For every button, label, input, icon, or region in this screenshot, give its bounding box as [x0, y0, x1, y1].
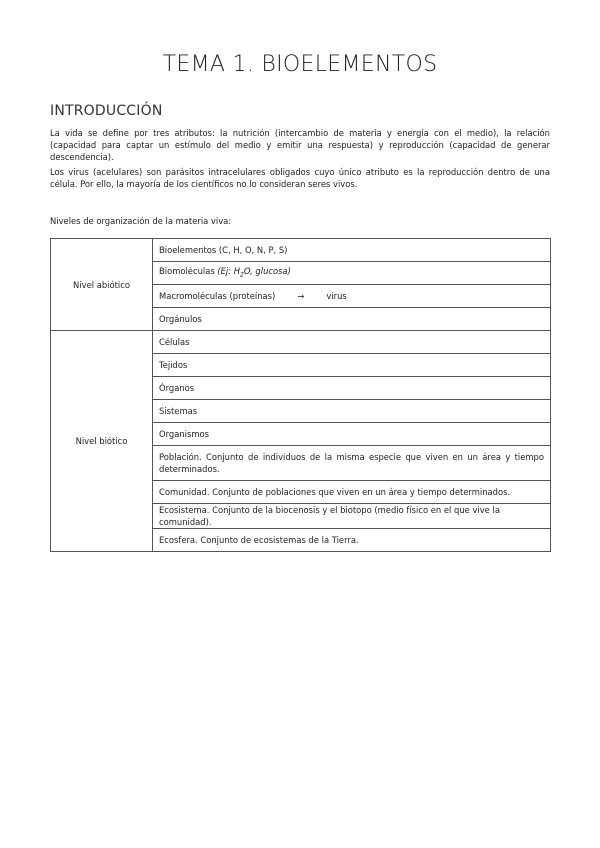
- item-bioelementos: Bioelementos (C, H, O, N, P, S): [153, 239, 551, 262]
- item-comunidad: Comunidad. Conjunto de poblaciones que viven en un área y tiempo determinados.: [153, 481, 551, 504]
- item-tejidos: Tejidos: [153, 354, 551, 377]
- section-heading-introduccion: INTRODUCCIÓN: [50, 103, 163, 119]
- level-biotic-cell: Nivel biótico: [51, 331, 153, 552]
- item-sistemas: Sistemas: [153, 400, 551, 423]
- item-organulos: Orgánulos: [153, 308, 551, 331]
- levels-caption: Niveles de organización de la materia viva:: [50, 216, 232, 226]
- item-organos: Órganos: [153, 377, 551, 400]
- item-biomoleculas: [153, 262, 551, 285]
- item-poblacion: Población. Conjunto de individuos de la misma especie que viven en un área y tiempo determinados.: [153, 446, 551, 481]
- table-row: [51, 331, 551, 354]
- biomoleculas-label: Biomoléculas: [159, 265, 218, 276]
- right-arrow-icon: →: [297, 291, 305, 301]
- organization-levels-table: [50, 238, 551, 552]
- virus-label: virus: [326, 291, 347, 301]
- item-macromoleculas: [153, 285, 551, 308]
- item-organismos: Organismos: [153, 423, 551, 446]
- intro-paragraph-virus: Los virus (acelulares) son parásitos intracelulares obligados cuyo único atributo es la reproducción dentro de una célula. Por ello, la mayoría de los científicos no lo consideran seres vivos.: [50, 167, 550, 189]
- macromoleculas-label: Macromoléculas (proteínas): [159, 291, 276, 301]
- item-celulas: Células: [153, 331, 551, 354]
- item-ecosistema: Ecosistema. Conjunto de la biocenosis y el biotopo (medio físico en el que vive la comunidad).: [153, 504, 551, 529]
- table-row: [51, 239, 551, 262]
- biomoleculas-example: (Ej: $H_2O$, glucosa): [217, 265, 291, 279]
- intro-paragraph-attributes: La vida se define por tres atributos: la nutrición (intercambio de materia y energía con el medio), la relación (capacidad para captar un estímulo del medio y emitir una respuesta) y reproducción (capacidad de generar descendencia).: [50, 128, 550, 162]
- level-abiotic-cell: Nivel abiótico: [51, 239, 153, 331]
- page-title: TEMA 1. BIOELEMENTOS: [162, 52, 438, 77]
- item-ecosfera: Ecosfera. Conjunto de ecosistemas de la Tierra.: [153, 529, 551, 552]
